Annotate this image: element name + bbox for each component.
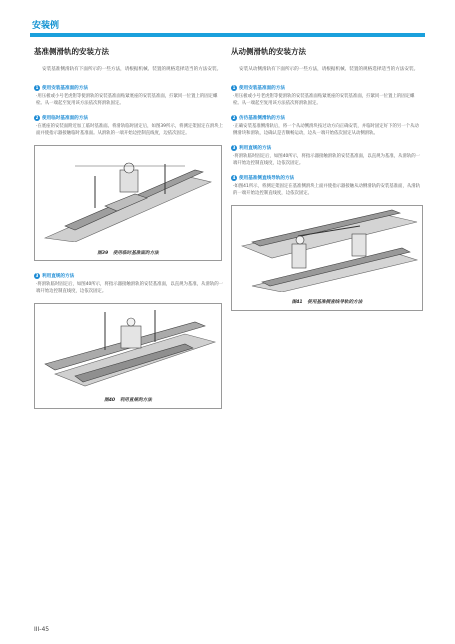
number-badge: 2 — [232, 115, 236, 120]
figure-39 — [34, 145, 222, 261]
left-heading: 基准侧滑轨的安装方法 — [34, 47, 109, 56]
section-title: 安装例 — [32, 21, 60, 31]
number-badge: 1 — [232, 85, 236, 90]
right-item-1-body: ·用压板或小号老虎钳等使滑轨的安装基准面贴紧底座的安装基准面，拧紧同一位置上的固定螺栓。从一端起至复用该方法依次将滑轨固定。 — [233, 94, 415, 106]
item-title: 使用基准侧直线导轨的方法 — [239, 176, 295, 181]
item-title: 利用直规的方法 — [239, 146, 272, 151]
right-item-3-title — [231, 145, 421, 151]
left-item-1-body: ·用压板或小号老虎钳等使滑轨的安装基准面贴紧底座的安装基准面，拧紧同一位置上的固定螺栓。从一端起至复用该方法依次将滑轨固定。 — [36, 94, 218, 106]
left-item-1-title — [34, 85, 224, 91]
right-intro: 安装从动侧滑轨有下面所示的一些方法，请根据机械、装置的规格选择适当的方法安装。 — [239, 67, 419, 72]
left-item-3-body: ·将滑轨临时固定后，如图40所示，将指示器接触滑轨的安装基准面，以直规为基准，从滑轨的一端开始边控制直线度，边依次固定。 — [36, 282, 224, 294]
right-item-3-body: ·将滑轨临时固定后，如图40所示，将指示器接触滑轨的安装基准面，以直规为基准，从滑轨的一端开始边控制直线度，边依次固定。 — [233, 154, 421, 166]
right-item-2-body: ·正确安装基准侧滑轨后，将一个从动侧滑块按过动方向正确安装，并临时固定好下的另一个从动侧滑块和滑轨，边确认是否顺畅运动，边从一端开始依次固定从动侧滑轨。 — [233, 124, 419, 136]
figure-41-caption: 图41 使用基准侧直线导轨的方法 — [291, 300, 363, 305]
left-item-3-title — [34, 273, 224, 279]
number-badge: 2 — [35, 115, 39, 120]
number-badge: 1 — [35, 85, 39, 90]
left-item-2-body: ·在底座的安装面附近加工临时基准面。将滑轨临时固定后，如图39所示，将测定架固定在滑块上面并使指示器接触临时基准面。从滑轨的一端开始边控制直线度，边依次固定。 — [36, 124, 224, 136]
spacer — [34, 261, 224, 273]
figure-39-illustration — [35, 146, 221, 242]
number-badge: 3 — [35, 273, 39, 278]
figure-39-caption: 图39 使用临时基准面的方法 — [97, 251, 159, 256]
item-title: 使用临时基准面的方法 — [42, 116, 88, 121]
right-heading: 从动侧滑轨的安装方法 — [231, 47, 306, 56]
item-title: 使用安装基准面的方法 — [42, 86, 88, 91]
right-item-4-title — [231, 175, 421, 181]
section-rule — [30, 33, 425, 37]
number-badge: 4 — [232, 175, 236, 180]
item-title: 利用直规的方法 — [42, 274, 75, 279]
figure-40 — [34, 303, 222, 409]
page-number: III-45 — [34, 626, 50, 633]
left-item-2-title — [34, 115, 224, 121]
right-column — [231, 46, 421, 311]
right-item-4-body: ·如图41所示，将测定架固定在基准侧滑块上面并使指示器接触从动侧滑轨的安装基准面，从滑轨的一端开始边控制直线度，边依次固定。 — [233, 184, 421, 196]
left-intro: 安装基准侧滑轨有下面所示的一些方法，请根据机械、装置的规格选择适当的方法安装。 — [42, 67, 222, 72]
left-column — [34, 46, 224, 409]
figure-40-caption: 图40 利用直规的方法 — [104, 398, 152, 403]
right-item-2-title — [231, 115, 421, 121]
figure-40-illustration — [35, 304, 221, 390]
figure-41 — [231, 205, 423, 311]
right-item-1-title — [231, 85, 421, 91]
number-badge: 3 — [232, 145, 236, 150]
item-title: 仿仿基准侧滑轨的方法 — [239, 116, 285, 121]
figure-41-illustration — [232, 206, 422, 292]
item-title: 使用安装基准面的方法 — [239, 86, 285, 91]
